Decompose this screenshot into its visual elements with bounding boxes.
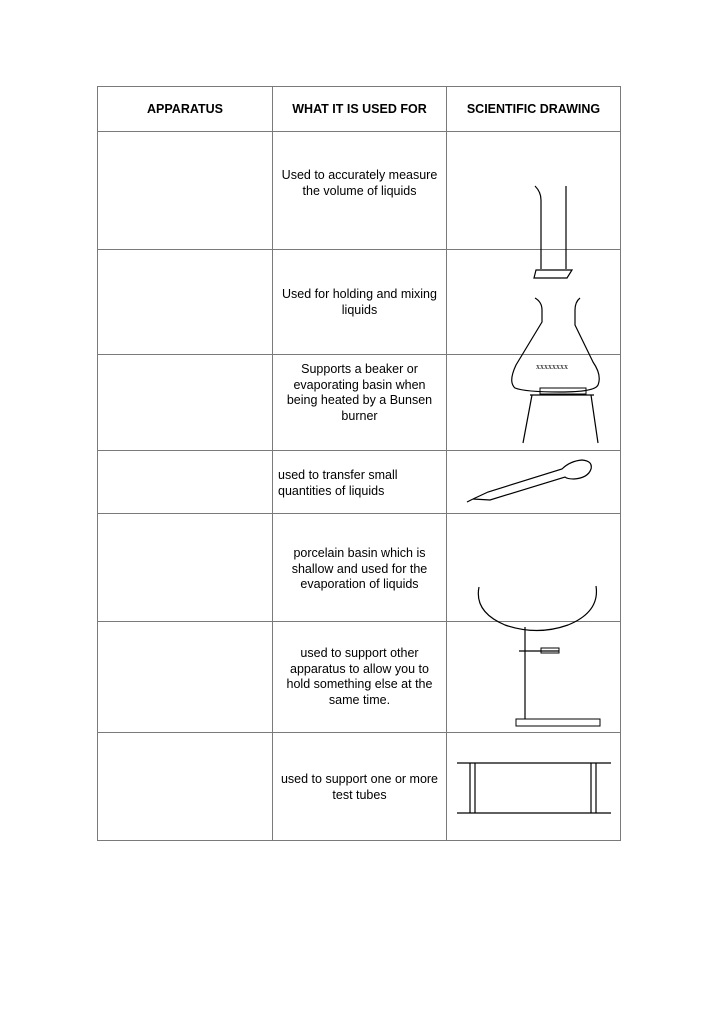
table-row bbox=[98, 514, 621, 622]
apparatus-table bbox=[97, 86, 621, 841]
drawing-cell bbox=[447, 514, 621, 622]
gauze-label: xxxxxxxx bbox=[536, 362, 568, 371]
use-text: Used to accurately measure the volume of liquids bbox=[281, 168, 438, 198]
table-row bbox=[98, 733, 621, 841]
apparatus-cell bbox=[98, 250, 273, 355]
drawing-cell bbox=[447, 355, 621, 451]
apparatus-cell bbox=[98, 514, 273, 622]
drawing-cell bbox=[447, 451, 621, 514]
apparatus-cell bbox=[98, 132, 273, 250]
apparatus-cell bbox=[98, 355, 273, 451]
drawing-cell bbox=[447, 622, 621, 733]
use-text: Used for holding and mixing liquids bbox=[282, 287, 437, 317]
drawing-cell bbox=[447, 733, 621, 841]
use-text: used to transfer small quantities of liquids bbox=[278, 468, 398, 498]
header-apparatus: APPARATUS bbox=[98, 87, 273, 132]
apparatus-cell bbox=[98, 451, 273, 514]
use-text: porcelain basin which is shallow and used for the evaporation of liquids bbox=[291, 546, 428, 591]
header-use: WHAT IT IS USED FOR bbox=[273, 87, 447, 132]
use-text: Supports a beaker or evaporating basin when being heated by a Bunsen burner bbox=[286, 362, 433, 423]
table-row bbox=[98, 132, 621, 250]
use-text: used to support one or more test tubes bbox=[280, 772, 439, 802]
table-row bbox=[98, 250, 621, 355]
drawing-cell bbox=[447, 250, 621, 355]
header-row bbox=[98, 87, 621, 132]
table-row bbox=[98, 355, 621, 451]
table-row bbox=[98, 451, 621, 514]
table-row bbox=[98, 622, 621, 733]
apparatus-cell bbox=[98, 622, 273, 733]
header-drawing: SCIENTIFIC DRAWING bbox=[447, 87, 621, 132]
use-text: used to support other apparatus to allow you to hold something else at the same time. bbox=[286, 646, 433, 707]
apparatus-cell bbox=[98, 733, 273, 841]
drawing-cell bbox=[447, 132, 621, 250]
